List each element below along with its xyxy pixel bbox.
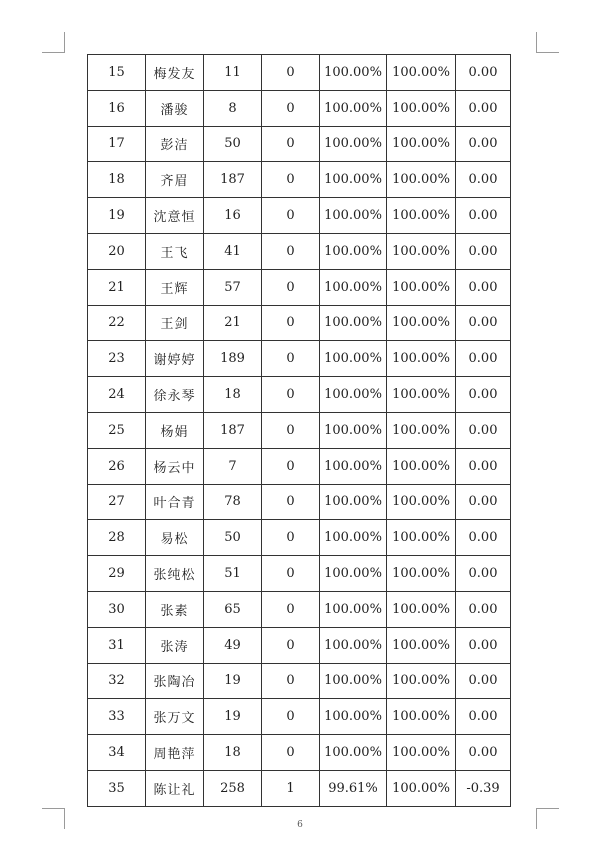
table-row (88, 233, 511, 269)
row-number-cell: 26 (88, 448, 146, 484)
row-number-cell: 17 (88, 126, 146, 162)
deviation-cell: 0 (262, 448, 320, 484)
difference-cell: 0.00 (456, 305, 511, 341)
count-cell: 258 (204, 770, 262, 806)
row-number-cell: 32 (88, 663, 146, 699)
crop-mark-top-left (42, 32, 65, 53)
row-number-cell: 16 (88, 90, 146, 126)
page-number: 6 (297, 820, 303, 830)
count-cell: 50 (204, 520, 262, 556)
name-cell: 叶合青 (146, 484, 204, 520)
name-cell: 王辉 (146, 269, 204, 305)
row-number-cell: 24 (88, 377, 146, 413)
name-cell: 张万文 (146, 699, 204, 735)
rate-cell: 100.00% (320, 556, 387, 592)
target-rate-cell: 100.00% (387, 305, 456, 341)
name-cell: 王飞 (146, 233, 204, 269)
row-number-cell: 27 (88, 484, 146, 520)
deviation-cell: 0 (262, 233, 320, 269)
table-body (88, 55, 511, 807)
table-row (88, 90, 511, 126)
row-number-cell: 20 (88, 233, 146, 269)
deviation-cell: 0 (262, 341, 320, 377)
rate-cell: 100.00% (320, 90, 387, 126)
deviation-cell: 0 (262, 412, 320, 448)
count-cell: 41 (204, 233, 262, 269)
count-cell: 49 (204, 627, 262, 663)
target-rate-cell: 100.00% (387, 198, 456, 234)
count-cell: 57 (204, 269, 262, 305)
difference-cell: 0.00 (456, 126, 511, 162)
row-number-cell: 29 (88, 556, 146, 592)
deviation-cell: 0 (262, 269, 320, 305)
row-number-cell: 22 (88, 305, 146, 341)
rate-cell: 100.00% (320, 591, 387, 627)
name-cell: 谢婷婷 (146, 341, 204, 377)
target-rate-cell: 100.00% (387, 591, 456, 627)
count-cell: 187 (204, 162, 262, 198)
name-cell: 沈意恒 (146, 198, 204, 234)
target-rate-cell: 100.00% (387, 699, 456, 735)
target-rate-cell: 100.00% (387, 55, 456, 91)
row-number-cell: 28 (88, 520, 146, 556)
deviation-cell: 0 (262, 556, 320, 592)
target-rate-cell: 100.00% (387, 233, 456, 269)
table-row (88, 55, 511, 91)
deviation-cell: 0 (262, 663, 320, 699)
count-cell: 21 (204, 305, 262, 341)
deviation-cell: 0 (262, 90, 320, 126)
deviation-cell: 0 (262, 627, 320, 663)
rate-cell: 100.00% (320, 126, 387, 162)
deviation-cell: 1 (262, 770, 320, 806)
deviation-cell: 0 (262, 377, 320, 413)
difference-cell: -0.39 (456, 770, 511, 806)
rate-cell: 100.00% (320, 448, 387, 484)
target-rate-cell: 100.00% (387, 484, 456, 520)
table-row (88, 126, 511, 162)
name-cell: 张陶冶 (146, 663, 204, 699)
deviation-cell: 0 (262, 699, 320, 735)
difference-cell: 0.00 (456, 55, 511, 91)
row-number-cell: 23 (88, 341, 146, 377)
target-rate-cell: 100.00% (387, 341, 456, 377)
row-number-cell: 19 (88, 198, 146, 234)
rate-cell: 99.61% (320, 770, 387, 806)
target-rate-cell: 100.00% (387, 126, 456, 162)
rate-cell: 100.00% (320, 735, 387, 771)
count-cell: 65 (204, 591, 262, 627)
target-rate-cell: 100.00% (387, 627, 456, 663)
rate-cell: 100.00% (320, 412, 387, 448)
target-rate-cell: 100.00% (387, 377, 456, 413)
difference-cell: 0.00 (456, 735, 511, 771)
rate-cell: 100.00% (320, 198, 387, 234)
difference-cell: 0.00 (456, 198, 511, 234)
table-row (88, 591, 511, 627)
rate-cell: 100.00% (320, 520, 387, 556)
count-cell: 50 (204, 126, 262, 162)
name-cell: 杨娟 (146, 412, 204, 448)
table-row (88, 341, 511, 377)
target-rate-cell: 100.00% (387, 735, 456, 771)
difference-cell: 0.00 (456, 627, 511, 663)
deviation-cell: 0 (262, 735, 320, 771)
table-row (88, 627, 511, 663)
name-cell: 潘骏 (146, 90, 204, 126)
count-cell: 8 (204, 90, 262, 126)
table-row (88, 663, 511, 699)
difference-cell: 0.00 (456, 233, 511, 269)
count-cell: 189 (204, 341, 262, 377)
data-table (87, 54, 511, 807)
deviation-cell: 0 (262, 126, 320, 162)
row-number-cell: 25 (88, 412, 146, 448)
table-row (88, 305, 511, 341)
count-cell: 19 (204, 699, 262, 735)
difference-cell: 0.00 (456, 412, 511, 448)
target-rate-cell: 100.00% (387, 520, 456, 556)
deviation-cell: 0 (262, 55, 320, 91)
difference-cell: 0.00 (456, 341, 511, 377)
table-row (88, 699, 511, 735)
row-number-cell: 21 (88, 269, 146, 305)
count-cell: 19 (204, 663, 262, 699)
name-cell: 徐永琴 (146, 377, 204, 413)
count-cell: 7 (204, 448, 262, 484)
count-cell: 78 (204, 484, 262, 520)
table-row (88, 556, 511, 592)
name-cell: 杨云中 (146, 448, 204, 484)
target-rate-cell: 100.00% (387, 770, 456, 806)
count-cell: 18 (204, 735, 262, 771)
rate-cell: 100.00% (320, 55, 387, 91)
name-cell: 齐眉 (146, 162, 204, 198)
target-rate-cell: 100.00% (387, 162, 456, 198)
table-row (88, 448, 511, 484)
deviation-cell: 0 (262, 198, 320, 234)
rate-cell: 100.00% (320, 305, 387, 341)
table-row (88, 162, 511, 198)
difference-cell: 0.00 (456, 90, 511, 126)
difference-cell: 0.00 (456, 699, 511, 735)
rate-cell: 100.00% (320, 627, 387, 663)
row-number-cell: 34 (88, 735, 146, 771)
difference-cell: 0.00 (456, 377, 511, 413)
difference-cell: 0.00 (456, 591, 511, 627)
table-row (88, 770, 511, 806)
name-cell: 彭洁 (146, 126, 204, 162)
name-cell: 王剑 (146, 305, 204, 341)
count-cell: 187 (204, 412, 262, 448)
rate-cell: 100.00% (320, 377, 387, 413)
target-rate-cell: 100.00% (387, 412, 456, 448)
deviation-cell: 0 (262, 484, 320, 520)
rate-cell: 100.00% (320, 269, 387, 305)
difference-cell: 0.00 (456, 520, 511, 556)
deviation-cell: 0 (262, 162, 320, 198)
row-number-cell: 31 (88, 627, 146, 663)
difference-cell: 0.00 (456, 484, 511, 520)
table-row (88, 377, 511, 413)
difference-cell: 0.00 (456, 663, 511, 699)
count-cell: 11 (204, 55, 262, 91)
table-row (88, 412, 511, 448)
table-row (88, 198, 511, 234)
count-cell: 16 (204, 198, 262, 234)
count-cell: 51 (204, 556, 262, 592)
name-cell: 张纯松 (146, 556, 204, 592)
name-cell: 张素 (146, 591, 204, 627)
rate-cell: 100.00% (320, 341, 387, 377)
rate-cell: 100.00% (320, 162, 387, 198)
target-rate-cell: 100.00% (387, 90, 456, 126)
rate-cell: 100.00% (320, 484, 387, 520)
name-cell: 张涛 (146, 627, 204, 663)
difference-cell: 0.00 (456, 269, 511, 305)
row-number-cell: 35 (88, 770, 146, 806)
target-rate-cell: 100.00% (387, 269, 456, 305)
table-row (88, 520, 511, 556)
target-rate-cell: 100.00% (387, 448, 456, 484)
difference-cell: 0.00 (456, 162, 511, 198)
row-number-cell: 33 (88, 699, 146, 735)
difference-cell: 0.00 (456, 556, 511, 592)
crop-mark-top-right (536, 32, 559, 53)
target-rate-cell: 100.00% (387, 663, 456, 699)
target-rate-cell: 100.00% (387, 556, 456, 592)
table-row (88, 735, 511, 771)
row-number-cell: 30 (88, 591, 146, 627)
name-cell: 易松 (146, 520, 204, 556)
deviation-cell: 0 (262, 305, 320, 341)
count-cell: 18 (204, 377, 262, 413)
name-cell: 周艳萍 (146, 735, 204, 771)
deviation-cell: 0 (262, 591, 320, 627)
name-cell: 梅发友 (146, 55, 204, 91)
name-cell: 陈让礼 (146, 770, 204, 806)
deviation-cell: 0 (262, 520, 320, 556)
rate-cell: 100.00% (320, 663, 387, 699)
row-number-cell: 18 (88, 162, 146, 198)
table-row (88, 484, 511, 520)
table-row (88, 269, 511, 305)
difference-cell: 0.00 (456, 448, 511, 484)
rate-cell: 100.00% (320, 699, 387, 735)
rate-cell: 100.00% (320, 233, 387, 269)
row-number-cell: 15 (88, 55, 146, 91)
